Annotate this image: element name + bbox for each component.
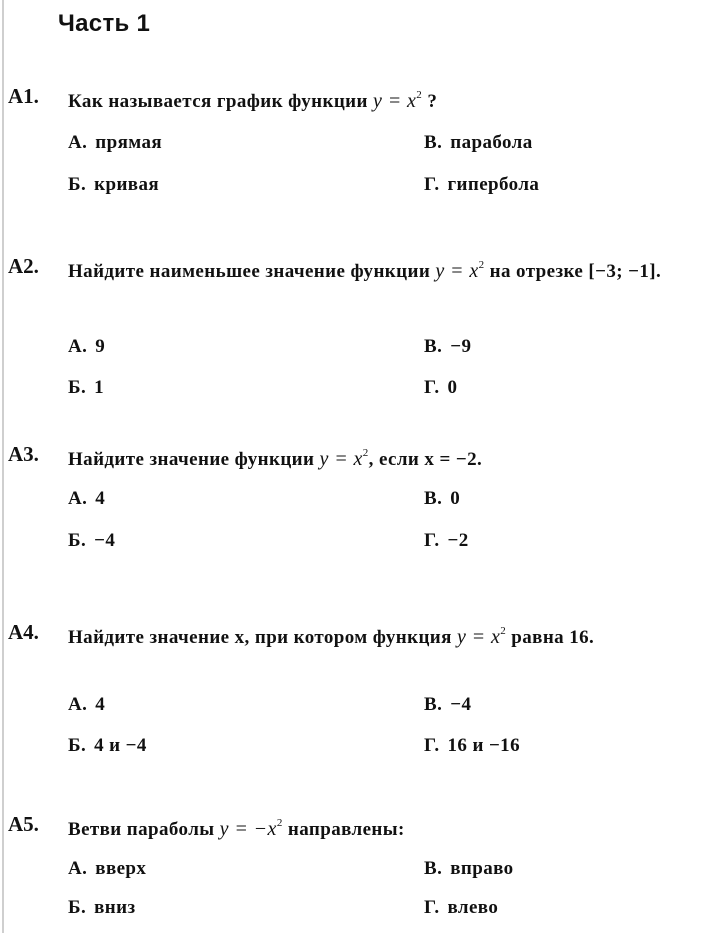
formula: $y = x^2$ (373, 89, 423, 112)
option-a[interactable]: А. прямая (68, 132, 163, 153)
option-b[interactable]: Б. кривая (68, 174, 160, 195)
option-v[interactable]: В. −4 (424, 694, 472, 715)
question-text: Найдите значение функции $y = x^2$, если x = −2. (68, 447, 483, 470)
formula: $y = x^2$ (435, 259, 485, 282)
question-number: А3. (8, 442, 39, 466)
option-a[interactable]: А. вверх (68, 858, 147, 879)
question-text: Найдите наименьшее значение функции $y = x^2$ на отрезке [−3; −1]. (68, 259, 662, 282)
question-number: А5. (8, 812, 39, 836)
option-g[interactable]: Г. −2 (424, 530, 469, 551)
question-text: Как называется график функции $y = x^2$ ? (68, 89, 438, 112)
option-g[interactable]: Г. 0 (424, 377, 458, 398)
formula: $y = x^2$ (456, 625, 507, 648)
option-v[interactable]: В. парабола (424, 132, 533, 153)
formula: $y = x^2$ (319, 447, 369, 470)
option-a[interactable]: А. 9 (68, 336, 106, 357)
option-a[interactable]: А. 4 (68, 694, 106, 715)
question-number: А2. (8, 254, 39, 278)
option-g[interactable]: Г. влево (424, 897, 499, 918)
question-number: А4. (8, 620, 39, 644)
option-v[interactable]: В. вправо (424, 858, 514, 879)
option-b[interactable]: Б. 4 и −4 (68, 735, 147, 756)
option-g[interactable]: Г. гипербола (424, 174, 540, 195)
option-v[interactable]: В. 0 (424, 488, 461, 509)
option-b[interactable]: Б. −4 (68, 530, 116, 551)
question-text: Ветви параболы $y = -x^2$ направлены: (68, 817, 405, 840)
question-text: Найдите значение x, при котором функция $y = x^2$ равна 16. (68, 625, 595, 648)
option-b[interactable]: Б. 1 (68, 377, 105, 398)
page-left-border (2, 0, 4, 933)
option-g[interactable]: Г. 16 и −16 (424, 735, 520, 756)
part-title: Часть 1 (58, 10, 151, 37)
option-a[interactable]: А. 4 (68, 488, 106, 509)
formula: $y = -x^2$ (219, 817, 283, 840)
question-number: А1. (8, 84, 39, 108)
option-b[interactable]: Б. вниз (68, 897, 136, 918)
option-v[interactable]: В. −9 (424, 336, 472, 357)
